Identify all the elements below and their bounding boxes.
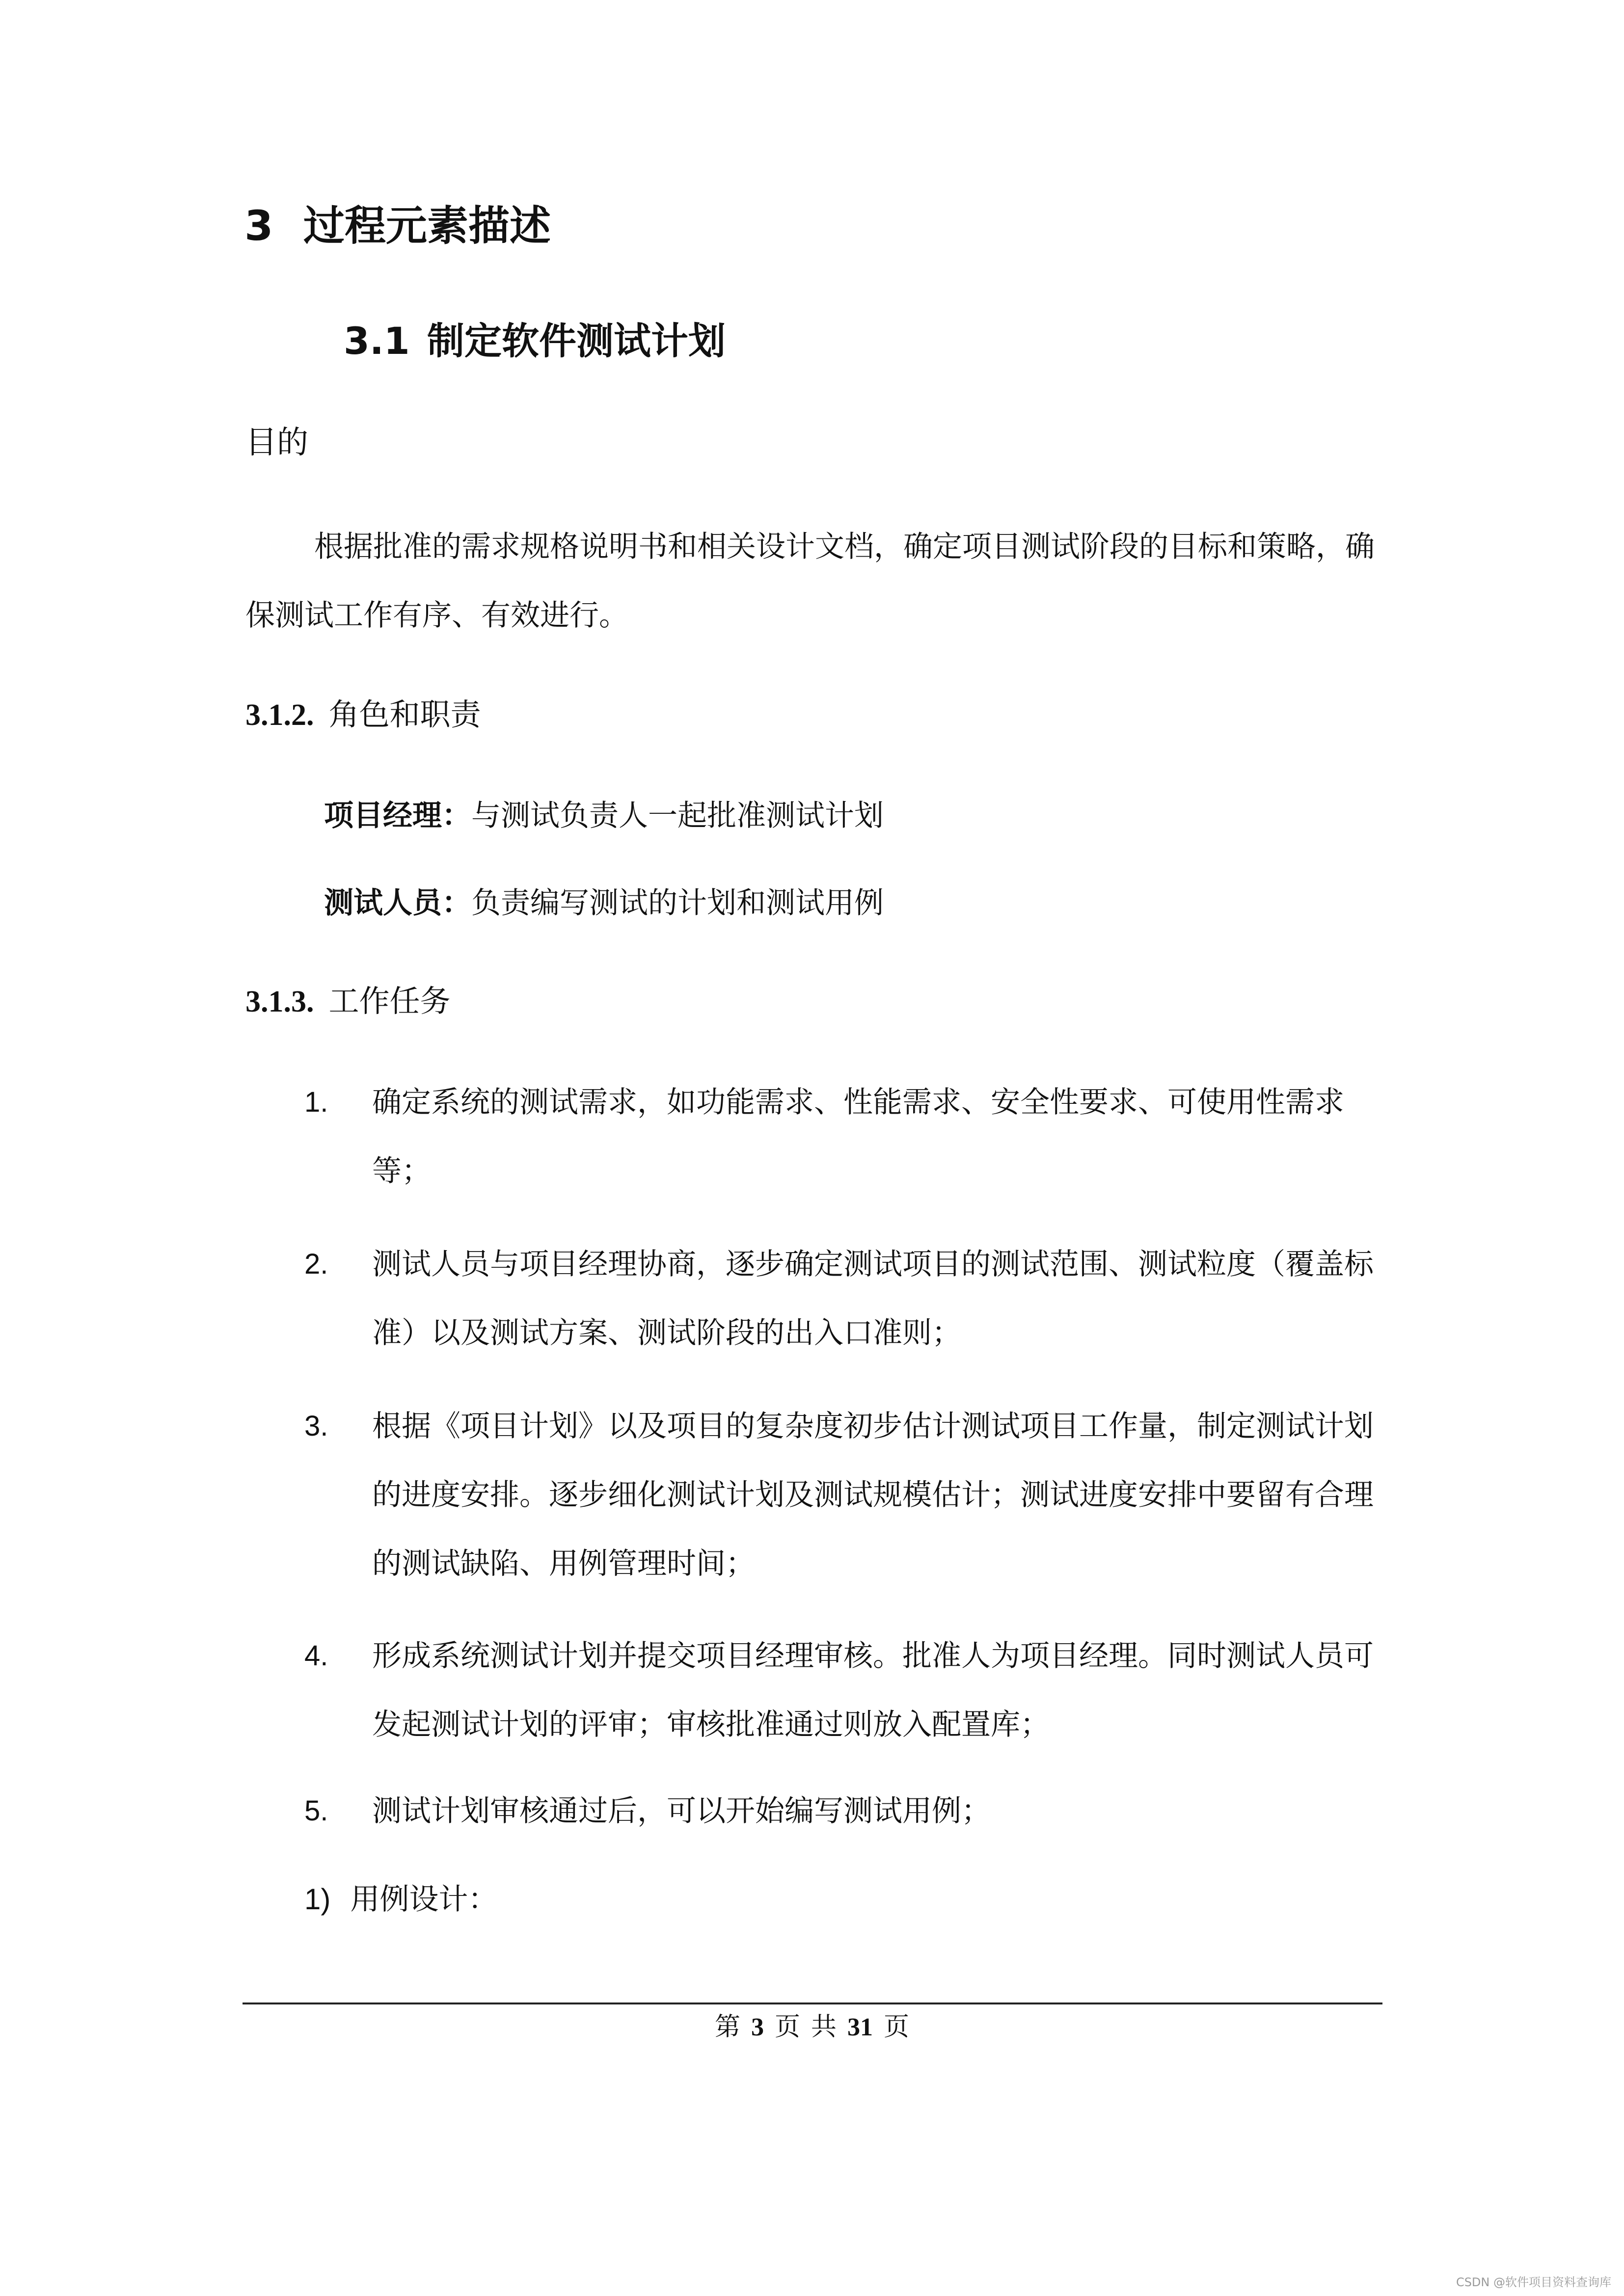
footer-page-label: 页 — [774, 2013, 800, 2041]
list-item-text: 根据《项目计划》以及项目的复杂度初步估计测试项目工作量，制定测试计划的进度安排。逐步细化测试计划及测试规模估计；测试进度安排中要留有合理的测试缺陷、用例管理时间； — [372, 1409, 1374, 1581]
list-item-number: 4. — [304, 1640, 328, 1672]
list-item-number: 5. — [304, 1795, 328, 1827]
list-item — [304, 1068, 1384, 1205]
page-number: 3 — [751, 2013, 764, 2041]
list-item-text: 形成系统测试计划并提交项目经理审核。批准人为项目经理。同时测试人员可发起测试计划的评审；审核批准通过则放入配置库； — [372, 1639, 1374, 1742]
list-item-text: 测试人员与项目经理协商，逐步确定测试项目的测试范围、测试粒度（覆盖标准）以及测试方案、测试阶段的出入口准则； — [372, 1247, 1374, 1350]
role-desc: 与测试负责人一起批准测试计划 — [471, 799, 884, 833]
role-name: 测试人员： — [324, 886, 471, 920]
list-item — [304, 1777, 1384, 1845]
role-name: 项目经理： — [324, 799, 471, 833]
list-item-text: 确定系统的测试需求，如功能需求、性能需求、安全性要求、可使用性需求等； — [372, 1085, 1344, 1188]
role-desc: 负责编写测试的计划和测试用例 — [471, 886, 884, 920]
list-item-number: 2. — [304, 1248, 328, 1280]
chapter-title: 过程元素描述 — [303, 202, 551, 250]
role-item — [324, 791, 884, 840]
section-heading — [344, 314, 726, 368]
list-item-text: 测试计划审核通过后，可以开始编写测试用例； — [372, 1794, 991, 1828]
tasks-heading-number: 3.1.3. — [245, 985, 314, 1018]
list-item — [304, 1392, 1384, 1598]
footer-suffix: 页 — [884, 2013, 910, 2041]
tasks-heading-title: 工作任务 — [328, 983, 451, 1019]
roles-heading-number: 3.1.2. — [245, 698, 314, 732]
total-pages: 31 — [847, 2013, 873, 2041]
footer-prefix: 第 — [714, 2013, 740, 2041]
sub-list-item — [304, 1875, 497, 1924]
section-title: 制定软件测试计划 — [427, 319, 726, 363]
sub-list-item-number: 1) — [304, 1883, 331, 1916]
watermark: CSDN @软件项目资料查询库 — [1456, 2275, 1611, 2289]
page-footer — [0, 2005, 1624, 2050]
tasks-heading — [245, 977, 451, 1026]
footer-divider — [243, 2002, 1382, 2004]
role-item — [324, 879, 884, 928]
section-number: 3.1 — [344, 319, 410, 363]
footer-total-label: 共 — [811, 2013, 837, 2041]
list-item-number: 3. — [304, 1410, 328, 1442]
purpose-label: 目的 — [245, 425, 308, 461]
chapter-heading — [244, 196, 551, 255]
list-item — [304, 1230, 1384, 1367]
sub-list-item-text: 用例设计： — [350, 1882, 498, 1917]
roles-heading — [245, 690, 481, 740]
roles-heading-title: 角色和职责 — [328, 696, 481, 732]
purpose-paragraph: 根据批准的需求规格说明书和相关设计文档，确定项目测试阶段的目标和策略，确保测试工作有序、有效进行。 — [245, 530, 1375, 633]
chapter-number: 3 — [244, 202, 273, 250]
list-item-number: 1. — [304, 1086, 328, 1118]
list-item — [304, 1622, 1384, 1759]
